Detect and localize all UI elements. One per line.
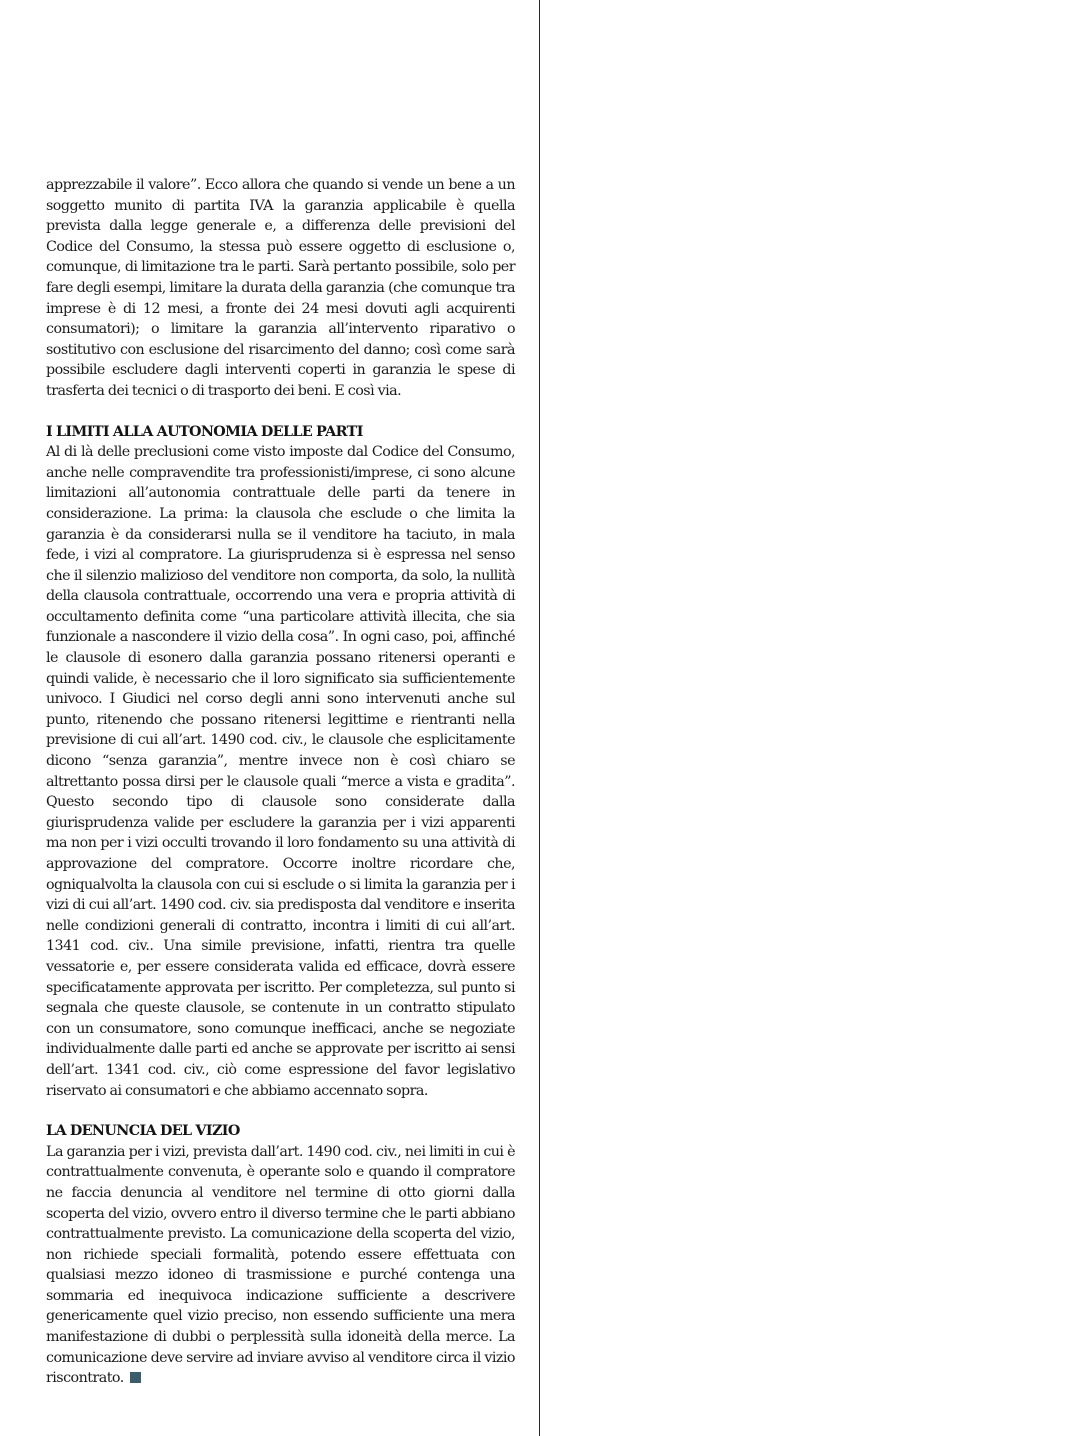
- intro-paragraph: apprezzabile il valore”. Ecco allora che quando si vende un bene a un soggetto munito di partita IVA la garanzia applicabile è quella prevista dalla legge generale e, a differenza delle previsioni del Codice del Consumo, la stessa può essere oggetto di esclusione o, comunque, di limitazione tra le parti. Sarà pertanto possibile, solo per fare degli esempi, limitare la durata della garanzia (che comunque tra imprese è di 12 mesi, a fronte dei 24 mesi dovuti agli acquirenti consumatori); o limitare la garanzia all’intervento riparativo o sostitutivo con esclusione del risarcimento del danno; così come sarà possibile escludere dagli interventi coperti in garanzia le spese di trasferta dei tecnici o di trasporto dei beni. E così via.: [46, 177, 515, 399]
- section-body: Al di là delle preclusioni come visto imposte dal Codice del Consumo, anche nelle compravendite tra professionisti/imprese, ci sono alcune limitazioni all’autonomia contrattuale delle parti da tenere in considerazione. La prima: la clausola che esclude o che limita la garanzia è da considerarsi nulla se il venditore ha taciuto, in mala fede, i vizi al compratore. La giurisprudenza si è espressa nel senso che il silenzio malizioso del venditore non comporta, da solo, la nullità della clausola contrattuale, occorrendo una vera e propria attività di occultamento definita come “una particolare attività illecita, che sia funzionale a nascondere il vizio della cosa”. In ogni caso, poi, affinché le clausole di esonero dalla garanzia possano ritenersi operanti e quindi valide, è necessario che il loro significato sia sufficientemente univoco. I Giudici nel corso degli anni sono intervenuti anche sul punto, ritenendo che possano ritenersi legittime e rientranti nella previsione di cui all’art. 1490 cod. civ., le clausole che esplicitamente dicono “senza garanzia”, mentre invece non è così chiaro se altrettanto possa dirsi per le clausole quali “merce a vista e gradita”. Questo secondo tipo di clausole sono considerate dalla giurisprudenza valide per escludere la garanzia per i vizi apparenti ma non per i vizi occulti trovando il loro fondamento su una attività di approvazione del compratore. Occorre inoltre ricordare che, ogniqualvolta la clausola con cui si esclude o si limita la garanzia per i vizi di cui all’art. 1490 cod. civ. sia predisposta dal venditore e inserita nelle condizioni generali di contratto, incontra i limiti di cui all’art. 1341 cod. civ.. Una simile previsione, infatti, rientra tra quelle vessatorie e, per essere considerata valida ed efficace, dovrà essere specificatamente approvata per iscritto. Per completezza, sul punto si segnala che queste clausole, se contenute in un contratto stipulato con un consumatore, sono comunque inefficaci, anche se negoziate individualmente dalle parti ed anche se approvate per iscritto ai sensi dell’art. 1341 cod. civ., ciò come espressione del favor legislativo riservato ai consumatori e che abbiamo accennato sopra.: [46, 444, 515, 1099]
- article-column: [46, 175, 515, 1389]
- section-heading: I LIMITI ALLA AUTONOMIA DELLE PARTI: [46, 423, 363, 440]
- section-body: La garanzia per i vizi, prevista dall’art. 1490 cod. civ., nei limiti in cui è contrattualmente convenuta, è operante solo e quando il compratore ne faccia denuncia al venditore nel termine di otto giorni dalla scoperta del vizio, ovvero entro il diverso termine che le parti abbiano contrattualmente previsto. La comunicazione della scoperta del vizio, non richiede speciali formalità, potendo essere effettuata con qualsiasi mezzo idoneo di trasmissione e purché contenga una sommaria ed inequivoca indicazione sufficiente a descrivere genericamente quel vizio preciso, non essendo sufficiente una mera manifestazione di dubbi o perplessità sulla idoneità della merce. La comunicazione deve servire ad inviare avviso al venditore circa il vizio riscontrato.: [46, 1143, 515, 1387]
- section-heading: LA DENUNCIA DEL VIZIO: [46, 1123, 240, 1140]
- column-divider: [539, 0, 540, 1436]
- section-body-with-end-mark: [46, 1142, 515, 1389]
- section-limiti-autonomia: [46, 422, 515, 1102]
- section-denuncia-vizio: [46, 1121, 515, 1389]
- end-of-article-square-icon: [130, 1372, 141, 1383]
